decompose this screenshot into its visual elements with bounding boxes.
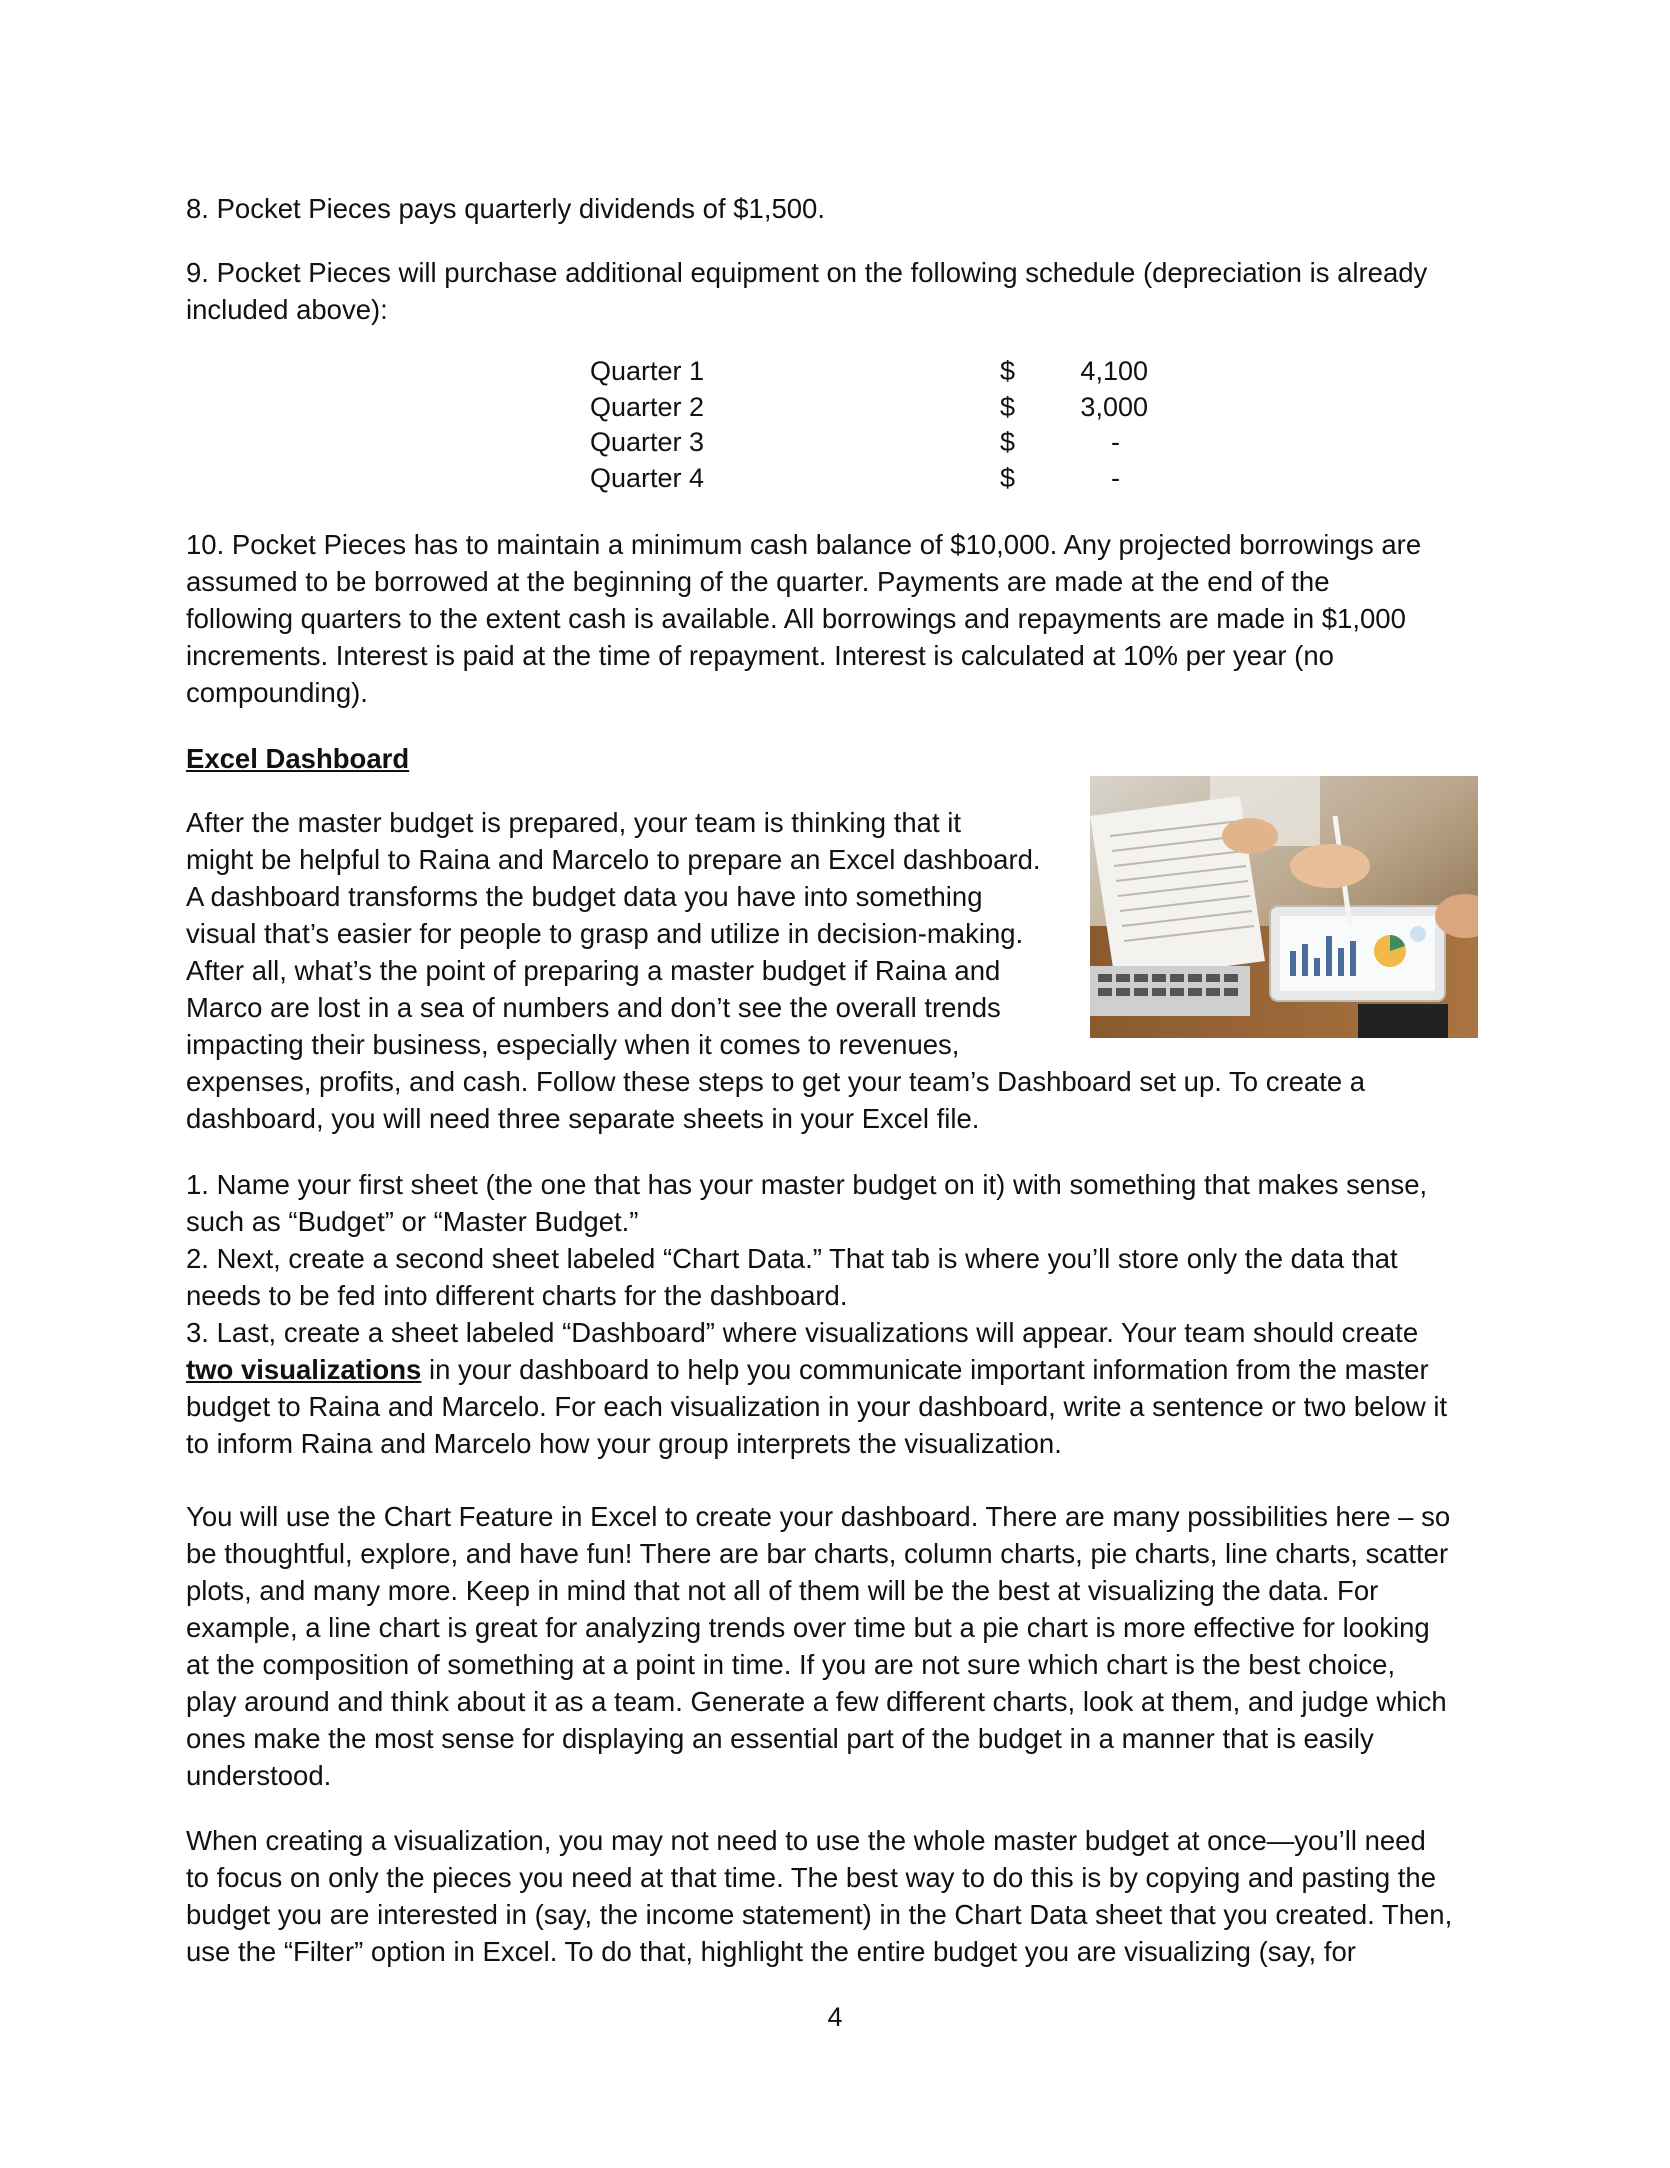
- intro-line: A dashboard transforms the budget data you have into something: [186, 881, 983, 912]
- intro-line: impacting their business, especially when it comes to revenues,: [186, 1029, 960, 1060]
- chart-line: ones make the most sense for displaying an essential part of the budget in a manner that is easily: [186, 1723, 1374, 1754]
- intro-line: After the master budget is prepared, your team is thinking that it: [186, 807, 961, 838]
- page-number: 4: [827, 2002, 843, 2032]
- chart-line: be thoughtful, explore, and have fun! There are bar charts, column charts, pie charts, line charts, scatter: [186, 1538, 1449, 1569]
- step-line: needs to be fed into different charts for the dashboard.: [186, 1280, 848, 1311]
- schedule-quarter: Quarter 1: [590, 356, 705, 386]
- visual-line: When creating a visualization, you may not need to use the whole master budget at once—you’ll need: [186, 1825, 1426, 1856]
- schedule-quarter: Quarter 3: [590, 427, 705, 457]
- schedule-currency: $: [1000, 356, 1016, 386]
- step-line: 1. Name your first sheet (the one that has your master budget on it) with something that makes sense,: [186, 1169, 1428, 1200]
- schedule-row: [590, 461, 1148, 497]
- visual-line: to focus on only the pieces you need at that time. The best way to do this is by copying and pasting the: [186, 1862, 1436, 1893]
- item-9-line-1: 9. Pocket Pieces will purchase additional equipment on the following schedule (depreciation is already: [186, 257, 1428, 288]
- intro-line: expenses, profits, and cash. Follow these steps to get your team’s Dashboard set up. To create a: [186, 1066, 1366, 1097]
- schedule-amount: -: [1111, 462, 1120, 493]
- visualization-paragraph: [186, 1822, 1486, 1970]
- chart-line: play around and think about it as a team. Generate a few different charts, look at them, and judge which: [186, 1686, 1447, 1717]
- item-8: 8. Pocket Pieces pays quarterly dividends of $1,500.: [186, 193, 825, 224]
- item-9-line-2: included above):: [186, 294, 388, 325]
- item-10-line: 10. Pocket Pieces has to maintain a minimum cash balance of $10,000. Any projected borrowings are: [186, 529, 1422, 560]
- schedule-row: [590, 425, 1148, 461]
- step-line: such as “Budget” or “Master Budget.”: [186, 1206, 639, 1237]
- visual-line: use the “Filter” option in Excel. To do that, highlight the entire budget you are visualizing (say, for: [186, 1936, 1356, 1967]
- item-10-line: assumed to be borrowed at the beginning of the quarter. Payments are made at the end of the: [186, 566, 1330, 597]
- chart-line: understood.: [186, 1760, 332, 1791]
- chart-line: example, a line chart is great for analyzing trends over time but a pie chart is more effective for looking: [186, 1612, 1430, 1643]
- intro-line: Marco are lost in a sea of numbers and don’t see the overall trends: [186, 992, 1001, 1023]
- chart-line: plots, and many more. Keep in mind that not all of them will be the best at visualizing the data. For: [186, 1575, 1379, 1606]
- dashboard-photo: [1090, 776, 1478, 1038]
- intro-line: dashboard, you will need three separate sheets in your Excel file.: [186, 1103, 980, 1134]
- step-line: 2. Next, create a second sheet labeled “Chart Data.” That tab is where you’ll store only the data that: [186, 1243, 1398, 1274]
- schedule-quarter: Quarter 4: [590, 462, 705, 493]
- item-10-line: compounding).: [186, 677, 368, 708]
- item-10: [186, 526, 1486, 711]
- step-line: to inform Raina and Marcelo how your group interprets the visualization.: [186, 1428, 1062, 1459]
- schedule-quarter: Quarter 2: [590, 391, 705, 422]
- schedule-row: [590, 390, 1148, 426]
- schedule-currency: $: [1000, 427, 1016, 457]
- chart-line: at the composition of something at a point in time. If you are not sure which chart is the best choice,: [186, 1649, 1396, 1680]
- item-10-line: increments. Interest is paid at the time of repayment. Interest is calculated at 10% per year (no: [186, 640, 1334, 671]
- equipment-schedule: [590, 354, 1148, 496]
- chart-line: You will use the Chart Feature in Excel to create your dashboard. There are many possibilities here – so: [186, 1501, 1451, 1532]
- dashboard-steps: [186, 1166, 1486, 1462]
- step-line: budget to Raina and Marcelo. For each visualization in your dashboard, write a sentence or two below it: [186, 1391, 1448, 1422]
- chart-paragraph: [186, 1498, 1486, 1794]
- step-line: in your dashboard to help you communicate important information from the master: [421, 1354, 1429, 1385]
- schedule-amount: -: [1111, 427, 1120, 457]
- schedule-currency: $: [1000, 391, 1016, 422]
- schedule-amount: 4,100: [1080, 356, 1148, 386]
- step-line: 3. Last, create a sheet labeled “Dashboard” where visualizations will appear. Your team should create: [186, 1317, 1419, 1348]
- intro-line: After all, what’s the point of preparing a master budget if Raina and: [186, 955, 1001, 986]
- item-10-line: following quarters to the extent cash is available. All borrowings and repayments are made in $1,000: [186, 603, 1406, 634]
- schedule-amount: 3,000: [1080, 391, 1148, 422]
- schedule-currency: $: [1000, 462, 1016, 493]
- intro-line: visual that’s easier for people to grasp and utilize in decision-making.: [186, 918, 1024, 949]
- section-heading: Excel Dashboard: [186, 743, 410, 774]
- intro-line: might be helpful to Raina and Marcelo to prepare an Excel dashboard.: [186, 844, 1041, 875]
- visual-line: budget you are interested in (say, the income statement) in the Chart Data sheet that you created. Then,: [186, 1899, 1453, 1930]
- schedule-row: [590, 354, 1148, 390]
- emphasis-two-visualizations: two visualizations: [186, 1354, 422, 1385]
- item-9: [186, 254, 1486, 328]
